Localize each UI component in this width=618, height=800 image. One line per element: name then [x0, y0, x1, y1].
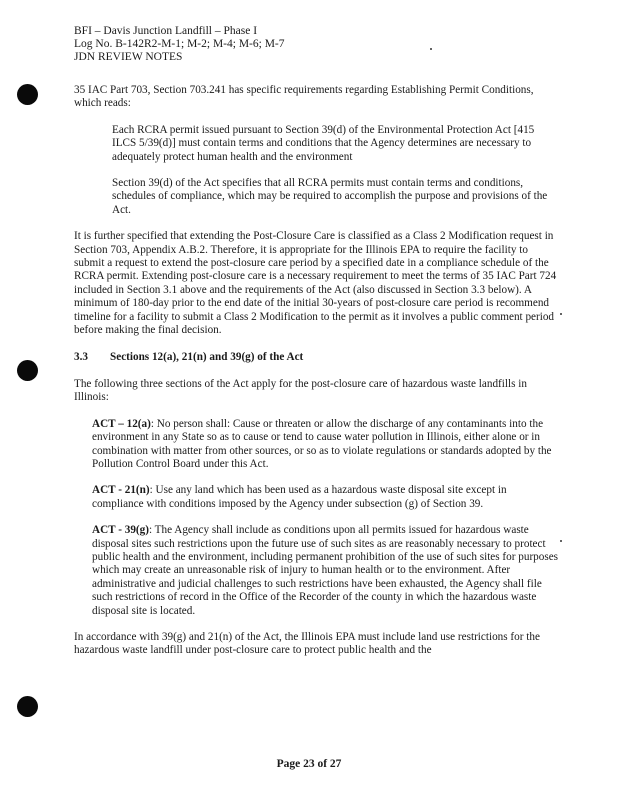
act-21n-text: : Use any land which has been used as a hazardous waste disposal site except in compliance with conditions imposed by the Agency under subsection (g) of Section 39. [92, 484, 507, 510]
section-number: 3.3 [74, 350, 88, 363]
scan-speck [560, 313, 562, 315]
land-use-paragraph: In accordance with 39(g) and 21(n) of the Act, the Illinois EPA must include land use restrictions for the hazardous waste landfill under post-closure care to protect public health and the [74, 631, 540, 657]
document-body [74, 84, 560, 671]
section-title: Sections 12(a), 21(n) and 39(g) of the Act [110, 350, 304, 363]
header-line-1: BFI – Davis Junction Landfill – Phase I [74, 25, 258, 37]
block-quote-2: Section 39(d) of the Act specifies that all RCRA permits must contain terms and conditions, schedules of compliance, which may be required to accomplish the purpose and provisions of the Act. [112, 177, 548, 216]
page-number: Page 23 of 27 [276, 758, 342, 770]
sections-intro-paragraph: The following three sections of the Act apply for the post-closure care of hazardous waste landfills in Illinois: [74, 377, 527, 404]
intro-paragraph: 35 IAC Part 703, Section 703.241 has specific requirements regarding Establishing Permit Conditions, which reads: [74, 84, 534, 110]
act-39g-paragraph [92, 524, 560, 618]
scan-speck [430, 48, 432, 50]
punch-hole-bottom [17, 696, 38, 717]
act-21n-paragraph [92, 484, 560, 511]
post-closure-paragraph: It is further specified that extending the Post-Closure Care is classified as a Class 2 Modification request in Section 703, Appendix A.B.2. Therefore, it is appropriate for the Illinois EPA to require the facility to submit a request to extend the post-closure care period by a specified date in a compliance schedule of the RCRA permit. Extending post-closure care is a necessary requirement to meet the terms of 35 IAC Part 724 included in Section 3.1 above and the requirements of the Act (also discussed in Section 3.3 below). A minimum of 180-day prior to the end date of the initial 30-years of post-closure care period is recommend timeline for a facility to submit a Class 2 Modification to the permit as it involves a public comment period before making the final decision. [74, 230, 557, 337]
scan-speck [560, 540, 562, 542]
act-21n-label: ACT - 21(n) [92, 484, 150, 497]
section-heading [74, 351, 560, 364]
header-line-2: Log No. B-142R2-M-1; M-2; M-4; M-6; M-7 [74, 38, 285, 50]
act-12a-paragraph [92, 418, 560, 472]
document-header [74, 25, 285, 64]
act-12a-label: ACT – 12(a) [92, 417, 151, 430]
act-12a-text: : No person shall: Cause or threaten or allow the discharge of any contaminants into the environment in any State so as to cause or tend to cause water pollution in Illinois, either alone or in combination with matter from other sources, or so as to violate regulations or standards adopted by the Pollution Control Board under this Act. [92, 417, 552, 470]
header-line-3: JDN REVIEW NOTES [74, 51, 183, 63]
punch-hole-middle [17, 360, 38, 381]
block-quote-1: Each RCRA permit issued pursuant to Section 39(d) of the Environmental Protection Act [415 ILCS 5/39(d)] must contain terms and conditions that the Agency determines are necessary to adequately protect human health and the environment [112, 123, 535, 163]
act-39g-label: ACT - 39(g) [92, 524, 149, 537]
punch-hole-top [17, 84, 38, 105]
act-39g-text: : The Agency shall include as conditions upon all permits issued for hazardous waste disposal sites such restrictions upon the future use of such sites as are reasonably necessary to protect public health and the environment, including permanent prohibition of the use of such sites for purposes which may create an unreasonable risk of injury to human health or to the environment. After administrative and judicial challenges to such restrictions have been exhausted, the Agency shall file such restrictions of record in the Office of the Recorder of the county in which the hazardous waste disposal site is located. [92, 524, 559, 617]
